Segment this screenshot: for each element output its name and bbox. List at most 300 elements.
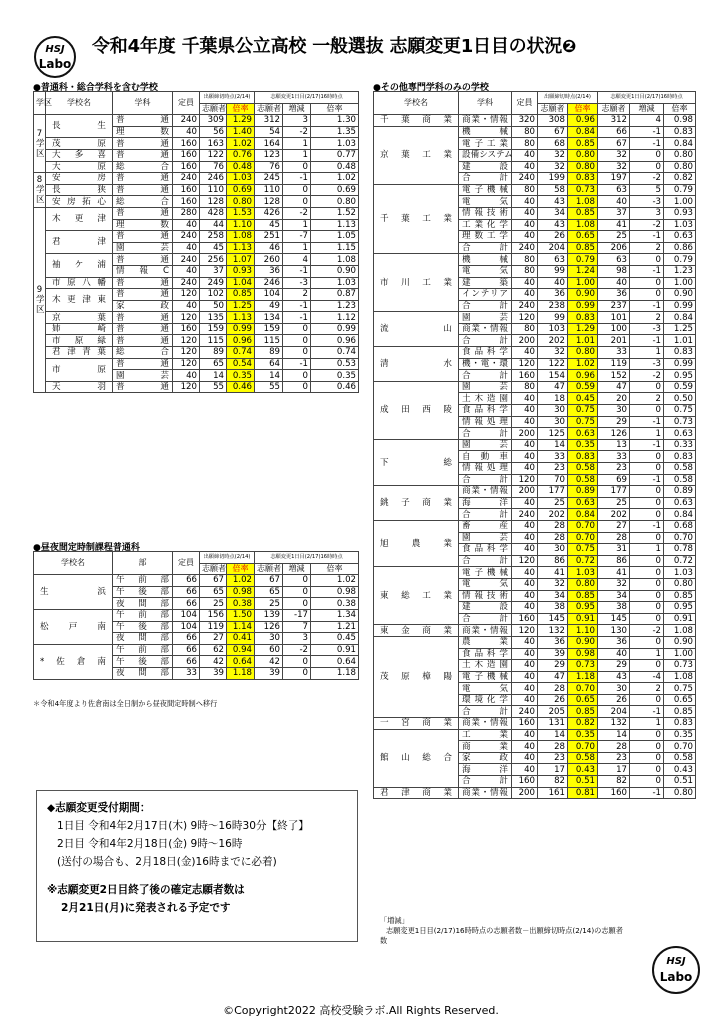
applicants-0214-cell: 122: [200, 149, 227, 161]
table-row: [374, 567, 696, 579]
ratio-0214-cell: 1.08: [568, 196, 598, 208]
applicants-0214-cell: 154: [538, 370, 568, 382]
capacity-cell: 160: [512, 776, 538, 788]
applicants-0214-cell: 159: [200, 323, 227, 335]
change-cell: -2: [283, 126, 311, 138]
ratio-0214-cell: 0.83: [568, 312, 598, 324]
change-cell: 0: [283, 575, 311, 587]
table-row: [34, 335, 359, 347]
applicants-0214-cell: 205: [538, 706, 568, 718]
school-name: 成田西陵: [374, 381, 459, 439]
ratio-0214-cell: 0.70: [568, 683, 598, 695]
capacity-cell: 40: [512, 741, 538, 753]
change-cell: 4: [283, 254, 311, 266]
school-name: 君津: [46, 231, 113, 254]
table-row: [34, 231, 359, 243]
applicants-0217-cell: 201: [598, 335, 630, 347]
ratio-0217-cell: 0.98: [311, 586, 359, 598]
ratio-0217-cell: 0.75: [664, 683, 696, 695]
applicants-0214-cell: 29: [538, 660, 568, 672]
table-row: [374, 439, 696, 451]
applicants-0214-cell: 47: [538, 381, 568, 393]
dept-name: 電子工業: [459, 138, 512, 150]
ratio-0214-cell: 1.07: [227, 254, 255, 266]
ratio-0217-cell: 0.58: [664, 463, 696, 475]
dept-name: 電子機械: [459, 567, 512, 579]
applicants-0214-cell: 309: [200, 115, 227, 127]
dept-name: 情報C: [113, 265, 173, 277]
capacity-cell: 160: [173, 323, 200, 335]
dept-name: 普通: [113, 115, 173, 127]
applicants-0214-cell: 32: [538, 347, 568, 359]
dept-name: 普通: [113, 173, 173, 185]
header-school: 学校名: [34, 552, 113, 575]
dept-name: 合計: [459, 776, 512, 788]
ratio-0217-cell: 0.90: [664, 636, 696, 648]
dept-name: 午後部: [113, 656, 173, 668]
applicants-0217-cell: 13: [598, 439, 630, 451]
applicants-0217-cell: 123: [255, 149, 283, 161]
ratio-0217-cell: 0.96: [311, 335, 359, 347]
capacity-cell: 40: [512, 544, 538, 556]
capacity-cell: 240: [512, 173, 538, 185]
applicants-0217-cell: 100: [598, 323, 630, 335]
change-cell: 0: [630, 590, 664, 602]
ratio-0217-cell: 0.63: [664, 231, 696, 243]
ratio-0214-cell: 0.85: [227, 289, 255, 301]
applicants-0214-cell: 30: [538, 405, 568, 417]
ratio-0217-cell: 0.99: [311, 323, 359, 335]
dept-name: 商業・情報: [459, 718, 512, 730]
header-group1: 出願締切時点(2/14): [200, 92, 255, 104]
ratio-0217-cell: 1.02: [311, 575, 359, 587]
ratio-0214-cell: 0.93: [227, 265, 255, 277]
ratio-0217-cell: 0.79: [664, 184, 696, 196]
dept-name: 畜産: [459, 520, 512, 532]
capacity-cell: 80: [512, 323, 538, 335]
applicants-0217-cell: 32: [598, 578, 630, 590]
applicants-0214-cell: 45: [200, 242, 227, 254]
change-cell: 0: [630, 289, 664, 301]
change-cell: 5: [630, 184, 664, 196]
ratio-0214-cell: 0.75: [568, 405, 598, 417]
change-cell: 0: [283, 184, 311, 196]
applicants-0217-cell: 312: [598, 115, 630, 127]
change-cell: -1: [630, 231, 664, 243]
applicants-0217-cell: 49: [255, 300, 283, 312]
ratio-0214-cell: 0.45: [568, 393, 598, 405]
ratio-0214-cell: 1.03: [568, 567, 598, 579]
applicants-0214-cell: 18: [538, 393, 568, 405]
table-row: [34, 207, 359, 219]
change-cell: -3: [630, 358, 664, 370]
applicants-0217-cell: 237: [598, 300, 630, 312]
change-cell: 2: [630, 393, 664, 405]
change-cell: -1: [630, 416, 664, 428]
applicants-0217-cell: 202: [598, 509, 630, 521]
applicants-0214-cell: 50: [200, 300, 227, 312]
header-capacity: 定員: [173, 552, 200, 575]
change-cell: -2: [630, 173, 664, 185]
applicants-0217-cell: 110: [255, 184, 283, 196]
header-school: 学校名: [374, 92, 459, 115]
header-ratio: 倍率: [227, 103, 255, 115]
table-row: [374, 729, 696, 741]
header-group1: 出願締切時点(2/14): [200, 552, 255, 564]
ratio-0217-cell: 0.68: [664, 520, 696, 532]
ratio-0217-cell: 0.51: [664, 776, 696, 788]
capacity-cell: 40: [512, 277, 538, 289]
capacity-cell: 66: [173, 586, 200, 598]
school-name: 清水: [374, 347, 459, 382]
applicants-0214-cell: 28: [538, 741, 568, 753]
change-cell: 1: [283, 242, 311, 254]
ratio-0217-cell: 1.00: [664, 648, 696, 660]
applicants-0217-cell: 104: [255, 289, 283, 301]
header-dept: 学科: [459, 92, 512, 115]
ratio-0214-cell: 1.13: [227, 312, 255, 324]
ratio-0214-cell: 0.91: [568, 613, 598, 625]
capacity-cell: 120: [173, 381, 200, 393]
header-group2: 志願変更1日目(2/17)16時時点: [598, 92, 696, 104]
ratio-0217-cell: 0.80: [664, 149, 696, 161]
applicants-0214-cell: 125: [538, 428, 568, 440]
change-cell: 0: [630, 381, 664, 393]
ratio-0214-cell: 0.58: [568, 474, 598, 486]
applicants-0217-cell: 32: [598, 149, 630, 161]
capacity-cell: 80: [512, 126, 538, 138]
applicants-0214-cell: 28: [538, 532, 568, 544]
ratio-0217-cell: 1.01: [664, 335, 696, 347]
ratio-0214-cell: 0.80: [568, 149, 598, 161]
applicants-0217-cell: 101: [598, 312, 630, 324]
applicants-0214-cell: 128: [200, 196, 227, 208]
title-badge: ❷: [562, 37, 577, 57]
capacity-cell: 240: [173, 173, 200, 185]
school-name: 大原: [46, 161, 113, 173]
applicants-0217-cell: 39: [255, 667, 283, 679]
school-name: 下総: [374, 439, 459, 485]
capacity-cell: 120: [512, 358, 538, 370]
applicants-0217-cell: 67: [598, 138, 630, 150]
ratio-0217-cell: 0.85: [664, 590, 696, 602]
capacity-cell: 240: [173, 231, 200, 243]
applicants-0214-cell: 68: [538, 138, 568, 150]
ratio-0214-cell: 0.83: [568, 451, 598, 463]
applicants-0217-cell: 55: [255, 381, 283, 393]
applicants-0214-cell: 26: [538, 231, 568, 243]
ratio-0217-cell: 0.91: [664, 613, 696, 625]
change-cell: 0: [630, 729, 664, 741]
change-cell: 0: [630, 636, 664, 648]
dept-name: 合計: [459, 555, 512, 567]
dept-name: 合計: [459, 509, 512, 521]
change-cell: 0: [630, 254, 664, 266]
ratio-0217-cell: 0.78: [664, 544, 696, 556]
applicants-0214-cell: 82: [538, 776, 568, 788]
applicants-0217-cell: 128: [255, 196, 283, 208]
applicants-0214-cell: 86: [538, 555, 568, 567]
dept-name: 情報処理: [459, 463, 512, 475]
applicants-0214-cell: 23: [538, 752, 568, 764]
ratio-0217-cell: 1.34: [311, 609, 359, 621]
ratio-0217-cell: 1.23: [311, 300, 359, 312]
applicants-0217-cell: 63: [598, 184, 630, 196]
ratio-0217-cell: 1.35: [311, 126, 359, 138]
dept-name: 電子機械: [459, 671, 512, 683]
applicants-0217-cell: 204: [598, 706, 630, 718]
dept-name: 午後部: [113, 621, 173, 633]
ratio-0217-cell: 0.58: [664, 752, 696, 764]
school-name: 木更津東: [46, 289, 113, 312]
applicants-0214-cell: 202: [538, 509, 568, 521]
ratio-0214-cell: 1.02: [568, 358, 598, 370]
table-row: [374, 486, 696, 498]
ratio-0214-cell: 0.70: [568, 741, 598, 753]
table-row: [374, 636, 696, 648]
capacity-cell: 200: [512, 486, 538, 498]
change-cell: 0: [283, 370, 311, 382]
ratio-0214-cell: 0.75: [568, 544, 598, 556]
ratio-0214-cell: 0.85: [568, 138, 598, 150]
ratio-0214-cell: 0.83: [568, 173, 598, 185]
applicants-0217-cell: 89: [255, 347, 283, 359]
applicants-0214-cell: 14: [538, 729, 568, 741]
dept-name: 園芸: [459, 532, 512, 544]
change-cell: 0: [630, 555, 664, 567]
header-applicants: 志願者: [255, 563, 283, 575]
dept-name: 合計: [459, 428, 512, 440]
dept-name: 午前部: [113, 575, 173, 587]
change-cell: 0: [630, 613, 664, 625]
applicants-0217-cell: 27: [598, 520, 630, 532]
applicants-0217-cell: 160: [598, 787, 630, 799]
info-announce1: ※志願変更2日目終了後の確定志願者数は: [47, 884, 245, 896]
title-text: 令和4年度 千葉県公立高校 一般選抜 志願変更1日目の状況: [92, 36, 563, 57]
applicants-0217-cell: 30: [598, 683, 630, 695]
header-ratio: 倍率: [227, 563, 255, 575]
ratio-0217-cell: 0.73: [664, 660, 696, 672]
ratio-0217-cell: 1.15: [311, 242, 359, 254]
applicants-0217-cell: 38: [598, 602, 630, 614]
capacity-cell: 40: [512, 231, 538, 243]
info-spacer: [47, 871, 347, 881]
capacity-cell: 40: [512, 532, 538, 544]
school-name: 千葉商業: [374, 115, 459, 127]
ratio-0214-cell: 1.04: [227, 277, 255, 289]
ratio-0217-cell: 0.91: [311, 644, 359, 656]
school-name: 市原八幡: [46, 277, 113, 289]
dept-name: 商業・情報: [459, 625, 512, 637]
dept-name: 総合: [113, 196, 173, 208]
applicants-0217-cell: 34: [598, 590, 630, 602]
header-group1: 出願締切時点(2/14): [538, 92, 598, 104]
change-cell: 0: [630, 532, 664, 544]
ratio-0214-cell: 1.03: [227, 173, 255, 185]
applicants-0214-cell: 33: [538, 451, 568, 463]
capacity-cell: 120: [512, 555, 538, 567]
ratio-0214-cell: 0.54: [227, 358, 255, 370]
change-cell: -1: [630, 138, 664, 150]
dept-name: 午前部: [113, 644, 173, 656]
capacity-cell: 200: [512, 335, 538, 347]
applicants-0214-cell: 23: [538, 463, 568, 475]
capacity-cell: 40: [512, 161, 538, 173]
ratio-0217-cell: 0.83: [664, 718, 696, 730]
change-cell: 2: [283, 289, 311, 301]
change-cell: 0: [283, 323, 311, 335]
applicants-0217-cell: 63: [598, 254, 630, 266]
applicants-0217-cell: 245: [255, 173, 283, 185]
capacity-cell: 40: [512, 289, 538, 301]
change-cell: -1: [630, 335, 664, 347]
change-cell: -1: [283, 173, 311, 185]
change-cell: 0: [630, 277, 664, 289]
ratio-0214-cell: 1.18: [227, 667, 255, 679]
dept-name: 普通: [113, 289, 173, 301]
applicants-0217-cell: 20: [598, 393, 630, 405]
ratio-0214-cell: 0.89: [568, 486, 598, 498]
applicants-0217-cell: 206: [598, 242, 630, 254]
school-name: 銚子商業: [374, 486, 459, 521]
school-name: 生浜: [34, 575, 113, 610]
change-cell: 0: [630, 149, 664, 161]
ratio-0217-cell: 0.75: [664, 405, 696, 417]
ratio-0217-cell: 0.83: [664, 451, 696, 463]
dept-name: 農業: [459, 636, 512, 648]
applicants-0217-cell: 164: [255, 138, 283, 150]
capacity-cell: 80: [512, 265, 538, 277]
ratio-0214-cell: 0.95: [568, 602, 598, 614]
dept-name: 食品科学: [459, 347, 512, 359]
ratio-0214-cell: 0.58: [568, 752, 598, 764]
change-cell: 0: [283, 335, 311, 347]
school-name: 市川工業: [374, 254, 459, 312]
dept-name: 海洋: [459, 497, 512, 509]
change-cell: -2: [630, 370, 664, 382]
ratio-0214-cell: 1.29: [568, 323, 598, 335]
dept-name: 理数: [113, 126, 173, 138]
ratio-0217-cell: 1.00: [664, 196, 696, 208]
capacity-cell: 40: [512, 207, 538, 219]
applicants-0217-cell: 69: [598, 474, 630, 486]
ratio-0217-cell: 0.95: [664, 370, 696, 382]
capacity-cell: 40: [512, 196, 538, 208]
dept-name: 普通: [113, 312, 173, 324]
ratio-0214-cell: 1.10: [568, 625, 598, 637]
change-cell: -1: [630, 520, 664, 532]
table-row: [374, 184, 696, 196]
ratio-0214-cell: 0.35: [227, 370, 255, 382]
header-school: 学校名: [46, 92, 113, 115]
capacity-cell: 40: [512, 219, 538, 231]
applicants-0214-cell: 156: [200, 609, 227, 621]
capacity-cell: 160: [173, 184, 200, 196]
dept-name: インテリア: [459, 289, 512, 301]
applicants-0217-cell: 36: [255, 265, 283, 277]
applicants-0214-cell: 30: [538, 544, 568, 556]
dept-name: 商業・情報: [459, 115, 512, 127]
capacity-cell: 120: [173, 335, 200, 347]
applicants-0214-cell: 41: [538, 567, 568, 579]
applicants-0217-cell: 41: [598, 567, 630, 579]
ratio-0214-cell: 0.79: [568, 254, 598, 266]
applicants-0214-cell: 34: [538, 590, 568, 602]
dept-name: 普通: [113, 335, 173, 347]
dept-name: 家政: [113, 300, 173, 312]
dept-name: 夜間部: [113, 633, 173, 645]
header-ratio: 倍率: [311, 563, 359, 575]
applicants-0214-cell: 26: [538, 694, 568, 706]
applicants-0217-cell: 40: [598, 648, 630, 660]
school-name: 市原緑: [46, 335, 113, 347]
change-cell: -1: [283, 300, 311, 312]
ratio-0217-cell: 0.48: [311, 161, 359, 173]
dept-name: 電気: [459, 578, 512, 590]
capacity-cell: 320: [512, 115, 538, 127]
change-cell: 1: [283, 138, 311, 150]
applicants-0217-cell: 64: [255, 358, 283, 370]
change-cell: -7: [283, 231, 311, 243]
ratio-0217-cell: 0.83: [664, 126, 696, 138]
school-name: 茂原: [46, 138, 113, 150]
applicants-0214-cell: 28: [538, 683, 568, 695]
dept-name: 食品科学: [459, 648, 512, 660]
change-cell: 1: [630, 428, 664, 440]
change-cell: -3: [630, 323, 664, 335]
left-section-label: ●普通科・総合学科を含む学校: [33, 83, 158, 93]
ratio-0214-cell: 0.73: [568, 184, 598, 196]
dept-name: 普通: [113, 277, 173, 289]
applicants-0217-cell: 130: [598, 625, 630, 637]
applicants-0217-cell: 54: [255, 126, 283, 138]
capacity-cell: 66: [173, 633, 200, 645]
capacity-cell: 40: [512, 590, 538, 602]
applicants-0217-cell: 30: [255, 633, 283, 645]
table-row: [34, 381, 359, 393]
ratio-0214-cell: 0.46: [227, 381, 255, 393]
applicants-0214-cell: 47: [538, 671, 568, 683]
table-row: [374, 115, 696, 127]
applicants-0214-cell: 62: [200, 644, 227, 656]
applicants-0217-cell: 426: [255, 207, 283, 219]
night-section-label: ●昼夜間定時制課程普通科: [33, 543, 140, 553]
dept-name: 園芸: [459, 312, 512, 324]
dept-name: 夜間部: [113, 667, 173, 679]
applicants-0217-cell: 14: [255, 370, 283, 382]
capacity-cell: 80: [512, 184, 538, 196]
dept-name: 商業: [459, 741, 512, 753]
ratio-0217-cell: 0.84: [664, 509, 696, 521]
ratio-0217-cell: 1.18: [311, 667, 359, 679]
ratio-0214-cell: 0.58: [568, 463, 598, 475]
applicants-0217-cell: 14: [598, 729, 630, 741]
night-table: [33, 551, 359, 680]
applicants-0214-cell: 308: [538, 115, 568, 127]
applicants-0214-cell: 42: [200, 656, 227, 668]
capacity-cell: 40: [512, 347, 538, 359]
applicants-0214-cell: 122: [538, 358, 568, 370]
dept-name: 合計: [459, 474, 512, 486]
dept-name: 総合: [113, 161, 173, 173]
capacity-cell: 104: [173, 609, 200, 621]
change-cell: -1: [630, 787, 664, 799]
applicants-0214-cell: 115: [200, 335, 227, 347]
change-cell: 0: [283, 586, 311, 598]
change-cell: 1: [630, 648, 664, 660]
capacity-cell: 160: [512, 613, 538, 625]
change-cell: 0: [630, 161, 664, 173]
